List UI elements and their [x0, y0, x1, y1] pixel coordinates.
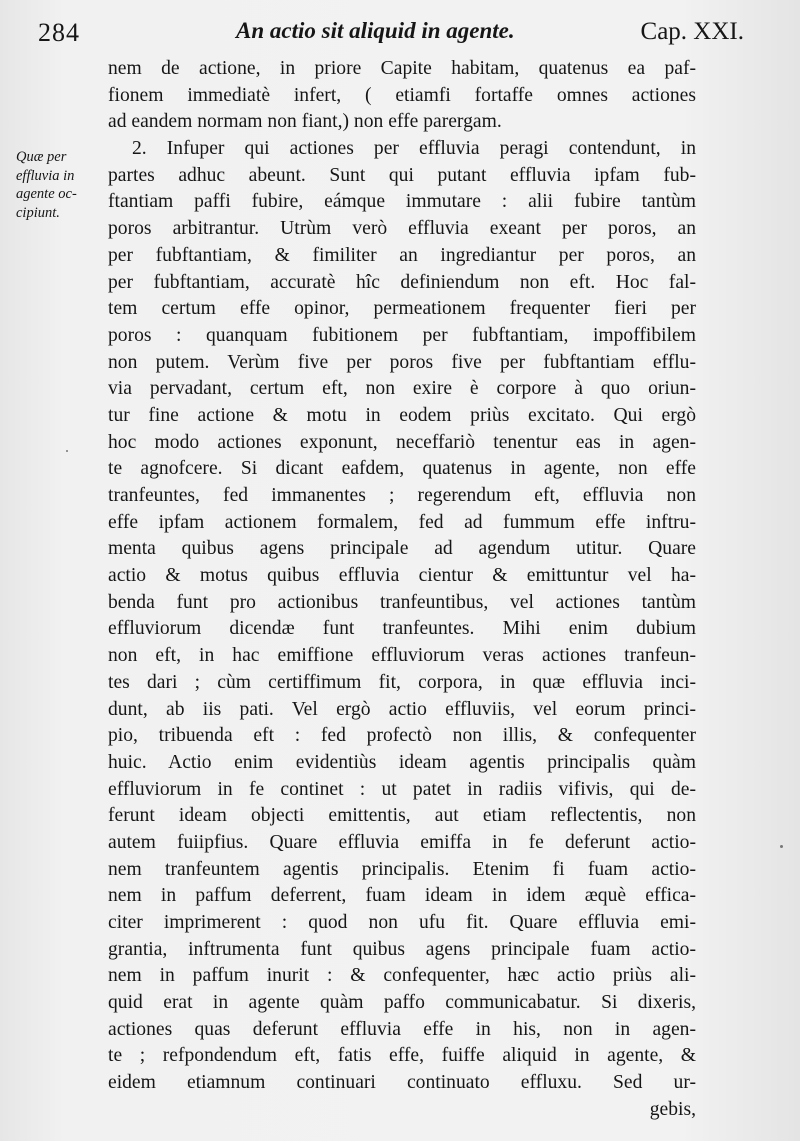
- text-line-content: nem tranfeuntem agentis principalis. Etenim fi fuam actio-: [108, 858, 696, 880]
- text-line: [108, 777, 696, 804]
- text-line: [108, 456, 696, 483]
- ink-speck: [780, 845, 783, 848]
- text-line: [108, 590, 696, 617]
- text-line: [108, 56, 696, 83]
- text-line: [108, 243, 696, 270]
- text-line-content: grantia, inftrumenta funt quibus agens principale fuam actio-: [108, 938, 696, 960]
- margin-note: [16, 148, 100, 222]
- text-line: [108, 1017, 696, 1044]
- text-line: [108, 1097, 696, 1124]
- margin-note-line: effluvia in: [16, 167, 75, 184]
- text-line: [108, 403, 696, 430]
- ink-speck: [66, 450, 68, 452]
- text-line-content: effluviorum in fe continet : ut patet in radiis vifivis, qui de-: [108, 778, 696, 800]
- text-line-content: benda funt pro actionibus tranfeuntibus, vel actiones tantùm: [108, 591, 696, 613]
- body-text: [108, 56, 696, 1124]
- text-line-content: poros : quanquam fubitionem per fubftantiam, impoffibilem: [108, 324, 696, 346]
- margin-note-line: agente oc-: [16, 186, 77, 202]
- margin-note-line: Quæ per: [16, 149, 67, 165]
- text-line-content: ad eandem normam non fiant,) non effe parergam.: [108, 111, 502, 133]
- text-line-content: nem de actione, in priore Capite habitam, quatenus ea paf-: [108, 58, 696, 79]
- text-line-content: actio & motus quibus effluvia cientur & emittuntur vel ha-: [108, 565, 696, 587]
- text-line-content: 2. Infuper qui actiones per effluvia peragi contendunt, in: [132, 138, 696, 160]
- running-title: An actio sit aliquid in agente.: [236, 18, 515, 43]
- text-line-content: hoc modo actiones exponunt, neceffariò tenentur eas in agen-: [108, 431, 696, 453]
- text-line-content: effluviorum dicendæ funt tranfeuntes. Mihi enim dubium: [108, 618, 696, 640]
- text-line-content: menta quibus agens principale ad agendum utitur. Quare: [108, 538, 696, 560]
- text-line-content: ferunt ideam objecti emittentis, aut etiam reflectentis, non: [108, 805, 696, 827]
- text-line: [108, 163, 696, 190]
- page-number: 284: [38, 18, 80, 47]
- text-line-content: tranfeuntes, fed immanentes ; regerendum eft, effluvia non: [108, 485, 696, 506]
- text-line-content: quid erat in agente quàm paffo communicabatur. Si dixeris,: [108, 992, 696, 1014]
- text-line-content: effe ipfam actionem formalem, fed ad fummum effe inftru-: [108, 511, 696, 533]
- text-line: [108, 830, 696, 857]
- text-line-content: nem in paffum inurit : & confequenter, hæc actio priùs ali-: [108, 965, 696, 987]
- text-line-content: poros arbitrantur. Utrùm verò effluvia exeant per poros, an: [108, 218, 696, 240]
- text-line-content: huic. Actio enim evidentiùs ideam agentis principalis quàm: [108, 751, 696, 773]
- text-line: [108, 670, 696, 697]
- page-header: [26, 8, 786, 48]
- text-line-content: non eft, in hac emiffione effluviorum veras actiones tranfeun-: [108, 645, 696, 667]
- text-line: [108, 83, 696, 110]
- text-line: [108, 350, 696, 377]
- text-line-content: per fubftantiam, & fimiliter an ingrediantur per poros, an: [108, 244, 696, 266]
- text-line: [108, 1043, 696, 1070]
- text-line-content: te ; refpondendum eft, fatis effe, fuiffe aliquid in agente, &: [108, 1045, 696, 1067]
- text-line: [108, 1070, 696, 1097]
- text-line: [108, 189, 696, 216]
- text-line: [108, 270, 696, 297]
- text-line: [108, 296, 696, 323]
- text-line-content: tes dari ; cùm certiffimum fit, corpora, in quæ effluvia inci-: [108, 671, 696, 693]
- text-line-content: tem certum effe opinor, permeationem frequenter fieri per: [108, 298, 696, 320]
- text-line: [108, 136, 696, 163]
- text-line: [108, 857, 696, 884]
- text-line: [108, 483, 696, 510]
- text-line: [108, 323, 696, 350]
- text-line-content: autem fuiipfius. Quare effluvia emiffa in fe deferunt actio-: [108, 831, 696, 853]
- text-line-content: per fubftantiam, accuratè hîc definiendum non eft. Hoc fal-: [108, 271, 696, 293]
- text-line: [108, 910, 696, 937]
- margin-note-line: cipiunt.: [16, 204, 60, 221]
- text-line-content: partes adhuc abeunt. Sunt qui putant effluvia ipfam fub-: [108, 164, 696, 186]
- text-line-content: pio, tribuenda eft : fed profectò non illis, & confequenter: [108, 725, 696, 747]
- text-line: [108, 937, 696, 964]
- text-line: [108, 750, 696, 777]
- text-line-content: dunt, ab iis pati. Vel ergò actio effluviis, vel eorum princi-: [108, 698, 696, 720]
- text-line-content: citer imprimerent : quod non ufu fit. Quare effluvia emi-: [108, 912, 696, 933]
- text-line: [108, 643, 696, 670]
- text-line: [108, 563, 696, 590]
- text-line-content: nem in paffum deferrent, fuam ideam in idem æquè effica-: [108, 885, 696, 907]
- chapter-label: Cap. XXI.: [640, 18, 744, 45]
- text-line: [108, 376, 696, 403]
- text-line: [108, 109, 696, 136]
- text-line: [108, 536, 696, 563]
- text-line-content: gebis,: [649, 1098, 696, 1120]
- text-line: [108, 616, 696, 643]
- text-line: [108, 803, 696, 830]
- text-line: [108, 697, 696, 724]
- text-line: [108, 216, 696, 243]
- text-line-content: te agnofcere. Si dicant eafdem, quatenus in agente, non effe: [108, 458, 696, 480]
- text-line-content: non putem. Verùm five per poros five per fubftantiam efflu-: [108, 351, 696, 373]
- text-line: [108, 430, 696, 457]
- text-line: [108, 963, 696, 990]
- text-line-content: eidem etiamnum continuari continuato effluxu. Sed ur-: [108, 1072, 696, 1094]
- text-line-content: ftantiam paffi fubire, eámque immutare : alii fubire tantùm: [108, 191, 696, 213]
- text-line: [108, 723, 696, 750]
- text-line: [108, 990, 696, 1017]
- text-line-content: via pervadant, certum eft, non exire è corpore à quo oriun-: [108, 378, 696, 400]
- text-line: [108, 510, 696, 537]
- text-line-content: actiones quas deferunt effluvia effe in his, non in agen-: [108, 1018, 696, 1040]
- text-line-content: fionem immediatè infert, ( etiamfi fortaffe omnes actiones: [108, 84, 696, 106]
- text-line-content: tur fine actione & motu in eodem priùs excitato. Qui ergò: [108, 404, 696, 426]
- text-line: [108, 883, 696, 910]
